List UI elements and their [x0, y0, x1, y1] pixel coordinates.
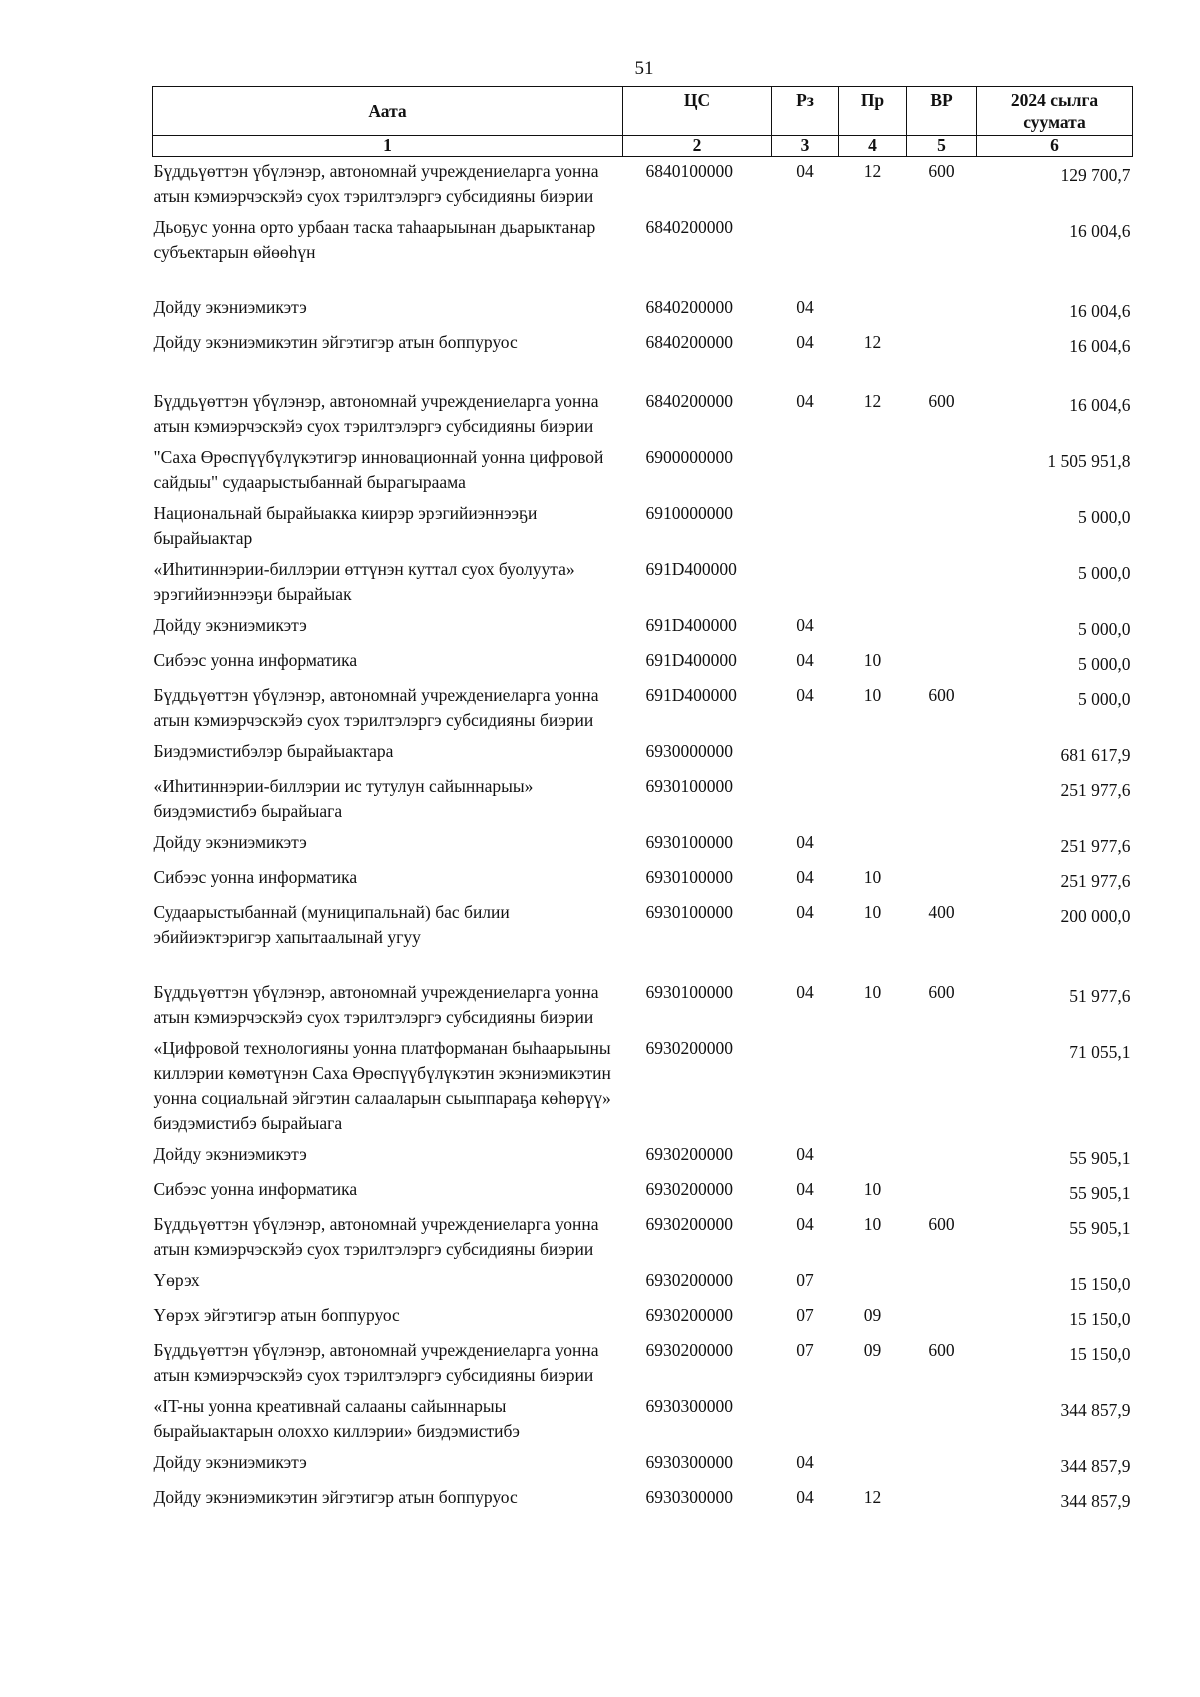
row-amount: 55 905,1 — [1069, 1183, 1131, 1203]
row-amount: 5 000,0 — [1078, 563, 1131, 583]
row-rz: 07 — [796, 1270, 814, 1290]
row-vr: 600 — [928, 1214, 955, 1234]
row-name: Дойду экэниэмикэтэ — [153, 297, 307, 317]
row-amount: 16 004,6 — [1069, 395, 1131, 415]
row-name: «Цифровой технологияны уонна платформанан быһаарыыны киллэрии көмөтүнэн Саха Өрөспүүбүлүкэтин экэниэмикэтин уонна социальнай эйгэтин салааларын сыыппараҕа көһөрүү» биэдэмистибэ бырайыага — [153, 1038, 611, 1133]
table-row — [153, 681, 1133, 737]
row-cs-code: 6840200000 — [645, 297, 733, 317]
row-cs-code: 691D400000 — [645, 685, 737, 705]
row-amount: 5 000,0 — [1078, 619, 1131, 639]
row-cs-code: 6900000000 — [645, 447, 733, 467]
row-name: Бүддьүөттэн үбүлэнэр, автономнай учреждениеларга уонна атын кэмиэрчэскэйэ суох тэрилтэлэргэ субсидияны биэрии — [153, 685, 599, 730]
row-cs-code: 6930200000 — [645, 1179, 733, 1199]
row-pr — [839, 1392, 907, 1448]
row-cs-code: 6930200000 — [645, 1270, 733, 1290]
row-cs-code: 6930100000 — [645, 832, 733, 852]
table-row — [153, 293, 1133, 328]
row-pr — [839, 611, 907, 646]
row-rz: 04 — [796, 332, 814, 352]
row-vr — [907, 1301, 977, 1336]
row-rz: 04 — [796, 1179, 814, 1199]
row-name: Үөрэх эйгэтигэр атын боппуруос — [153, 1305, 400, 1325]
row-rz — [772, 772, 839, 828]
row-vr — [907, 328, 977, 387]
row-name: Биэдэмистибэлэр бырайыактара — [153, 741, 394, 761]
row-pr — [839, 1034, 907, 1140]
row-rz: 04 — [796, 982, 814, 1002]
row-pr: 10 — [863, 982, 882, 1002]
row-vr — [907, 443, 977, 499]
row-vr: 400 — [928, 902, 955, 922]
row-amount: 251 977,6 — [1060, 836, 1131, 856]
row-amount: 681 617,9 — [1060, 745, 1131, 765]
row-amount: 344 857,9 — [1060, 1491, 1131, 1511]
table-row — [153, 737, 1133, 772]
row-cs-code: 691D400000 — [645, 650, 737, 670]
row-cs-code: 6840200000 — [645, 391, 733, 411]
table-row — [153, 213, 1133, 293]
row-amount: 15 150,0 — [1069, 1344, 1131, 1364]
row-pr: 09 — [863, 1340, 882, 1360]
header-pr: Пр — [839, 87, 907, 136]
row-rz: 07 — [796, 1340, 814, 1360]
row-amount: 71 055,1 — [1069, 1042, 1131, 1062]
row-name: Бүддьүөттэн үбүлэнэр, автономнай учреждениеларга уонна атын кэмиэрчэскэйэ суох тэрилтэлэргэ субсидияны биэрии — [153, 1214, 599, 1259]
row-amount: 5 000,0 — [1078, 689, 1131, 709]
table-row — [153, 1448, 1133, 1483]
row-name: Дойду экэниэмикэтин эйгэтигэр атын боппуруос — [153, 1487, 518, 1507]
row-pr — [839, 1140, 907, 1175]
row-vr: 600 — [928, 982, 955, 1002]
page-number: 51 — [634, 58, 654, 79]
row-pr — [839, 1448, 907, 1483]
row-vr — [907, 828, 977, 863]
row-vr: 600 — [928, 391, 955, 411]
row-name: Сибээс уонна информатика — [153, 1179, 358, 1199]
table-row — [153, 1140, 1133, 1175]
row-pr: 12 — [863, 161, 882, 181]
table-row — [153, 157, 1133, 214]
row-pr — [839, 499, 907, 555]
row-amount: 129 700,7 — [1060, 165, 1131, 185]
row-cs-code: 691D400000 — [645, 559, 737, 579]
row-rz: 04 — [796, 832, 814, 852]
row-vr — [907, 1483, 977, 1518]
table-row — [153, 555, 1133, 611]
row-name: Дойду экэниэмикэтэ — [153, 832, 307, 852]
row-name: Судаарыстыбаннай (муниципальнай) бас билии эбийиэктэригэр хапытаалынай угуу — [153, 902, 510, 947]
row-cs-code: 6930200000 — [645, 1340, 733, 1360]
table-row — [153, 772, 1133, 828]
column-number-3: 3 — [772, 136, 839, 157]
row-pr: 10 — [863, 685, 882, 705]
row-rz — [772, 1034, 839, 1140]
row-rz: 04 — [796, 685, 814, 705]
table-row — [153, 1301, 1133, 1336]
row-cs-code: 691D400000 — [645, 615, 737, 635]
row-rz — [772, 499, 839, 555]
row-pr: 12 — [863, 332, 882, 352]
row-pr — [839, 293, 907, 328]
row-name: Бүддьүөттэн үбүлэнэр, автономнай учреждениеларга уонна атын кэмиэрчэскэйэ суох тэрилтэлэргэ субсидияны биэрии — [153, 1340, 599, 1385]
table-row — [153, 828, 1133, 863]
row-cs-code: 6930200000 — [645, 1214, 733, 1234]
row-cs-code: 6930200000 — [645, 1305, 733, 1325]
table-row — [153, 499, 1133, 555]
row-rz — [772, 737, 839, 772]
row-rz: 04 — [796, 297, 814, 317]
row-rz: 04 — [796, 867, 814, 887]
row-pr — [839, 828, 907, 863]
row-amount: 16 004,6 — [1069, 336, 1131, 356]
table-row — [153, 898, 1133, 978]
row-name: Дойду экэниэмикэтэ — [153, 1144, 307, 1164]
row-amount: 200 000,0 — [1060, 906, 1131, 926]
row-rz: 04 — [796, 615, 814, 635]
row-amount: 1 505 951,8 — [1047, 451, 1131, 471]
row-vr — [907, 1175, 977, 1210]
row-rz — [772, 213, 839, 293]
row-amount: 5 000,0 — [1078, 507, 1131, 527]
row-vr — [907, 1392, 977, 1448]
row-amount: 344 857,9 — [1060, 1456, 1131, 1476]
row-vr — [907, 213, 977, 293]
table-row — [153, 1392, 1133, 1448]
table-row — [153, 1336, 1133, 1392]
row-rz: 04 — [796, 1214, 814, 1234]
row-vr — [907, 646, 977, 681]
row-amount: 15 150,0 — [1069, 1274, 1131, 1294]
table-row — [153, 1034, 1133, 1140]
row-rz — [772, 555, 839, 611]
row-name: Үөрэх — [153, 1270, 200, 1290]
row-amount: 251 977,6 — [1060, 780, 1131, 800]
row-amount: 55 905,1 — [1069, 1218, 1131, 1238]
row-rz: 04 — [796, 1487, 814, 1507]
column-number-2: 2 — [623, 136, 772, 157]
table-row — [153, 1210, 1133, 1266]
row-vr — [907, 555, 977, 611]
row-rz: 04 — [796, 1452, 814, 1472]
row-vr: 600 — [928, 1340, 955, 1360]
row-name: Дойду экэниэмикэтин эйгэтигэр атын боппуруос — [153, 332, 518, 352]
row-name: "Саха Өрөспүүбүлүкэтигэр инновационнай уонна цифровой сайдыы" судаарыстыбаннай бырагыраама — [153, 447, 604, 492]
row-name: Национальнай бырайыакка киирэр эрэгийиэннээҕи бырайыактар — [153, 503, 538, 548]
budget-table — [152, 86, 1133, 1518]
table-row — [153, 611, 1133, 646]
row-vr: 600 — [928, 685, 955, 705]
table-row — [153, 1266, 1133, 1301]
row-pr — [839, 213, 907, 293]
row-name: Дойду экэниэмикэтэ — [153, 1452, 307, 1472]
row-pr: 12 — [863, 391, 882, 411]
row-pr: 10 — [863, 867, 882, 887]
row-vr — [907, 1448, 977, 1483]
row-cs-code: 6930100000 — [645, 902, 733, 922]
row-amount: 55 905,1 — [1069, 1148, 1131, 1168]
table-row — [153, 328, 1133, 387]
row-cs-code: 6930100000 — [645, 867, 733, 887]
row-pr: 10 — [863, 1214, 882, 1234]
row-cs-code: 6930100000 — [645, 982, 733, 1002]
row-rz — [772, 443, 839, 499]
row-vr — [907, 1034, 977, 1140]
header-vr: ВР — [907, 87, 977, 136]
row-vr — [907, 737, 977, 772]
row-amount: 15 150,0 — [1069, 1309, 1131, 1329]
row-vr — [907, 1140, 977, 1175]
table-row — [153, 387, 1133, 443]
row-name: «Иһитиннэрии-биллэрии өттүнэн куттал суох буолуута» эрэгийиэннээҕи бырайыак — [153, 559, 575, 604]
row-pr — [839, 1266, 907, 1301]
row-name: Дьоҕус уонна орто урбаан таска таһаарыынан дьарыктанар субъектарын өйөөһүн — [153, 217, 596, 262]
table-row — [153, 1175, 1133, 1210]
row-pr: 12 — [863, 1487, 882, 1507]
column-number-4: 4 — [839, 136, 907, 157]
row-pr: 09 — [863, 1305, 882, 1325]
table-header — [153, 87, 1133, 157]
row-vr — [907, 499, 977, 555]
row-name: «Иһитиннэрии-биллэрии ис тутулун сайыннарыы» биэдэмистибэ бырайыага — [153, 776, 534, 821]
row-cs-code: 6930300000 — [645, 1396, 733, 1416]
table-row — [153, 978, 1133, 1034]
row-vr — [907, 772, 977, 828]
table-row — [153, 863, 1133, 898]
table-row — [153, 1483, 1133, 1518]
row-cs-code: 6910000000 — [645, 503, 733, 523]
row-pr — [839, 555, 907, 611]
row-vr: 600 — [928, 161, 955, 181]
row-vr — [907, 293, 977, 328]
row-pr: 10 — [863, 650, 882, 670]
table-row — [153, 646, 1133, 681]
row-amount: 16 004,6 — [1069, 301, 1131, 321]
row-cs-code: 6930200000 — [645, 1038, 733, 1058]
header-cs: ЦС — [623, 87, 772, 136]
row-amount: 51 977,6 — [1069, 986, 1131, 1006]
table-body — [153, 157, 1133, 1519]
header-rz: Рз — [772, 87, 839, 136]
row-pr: 10 — [863, 1179, 882, 1199]
table-row — [153, 443, 1133, 499]
row-name: Дойду экэниэмикэтэ — [153, 615, 307, 635]
header-amount: 2024 сылга суумата — [977, 87, 1133, 136]
row-rz — [772, 1392, 839, 1448]
row-amount: 251 977,6 — [1060, 871, 1131, 891]
row-name: Бүддьүөттэн үбүлэнэр, автономнай учреждениеларга уонна атын кэмиэрчэскэйэ суох тэрилтэлэргэ субсидияны биэрии — [153, 161, 599, 206]
row-name: Бүддьүөттэн үбүлэнэр, автономнай учреждениеларга уонна атын кэмиэрчэскэйэ суох тэрилтэлэргэ субсидияны биэрии — [153, 982, 599, 1027]
row-cs-code: 6840200000 — [645, 332, 733, 352]
row-amount: 16 004,6 — [1069, 221, 1131, 241]
row-amount: 344 857,9 — [1060, 1400, 1131, 1420]
row-cs-code: 6840100000 — [645, 161, 733, 181]
row-pr — [839, 443, 907, 499]
row-cs-code: 6930200000 — [645, 1144, 733, 1164]
row-pr: 10 — [863, 902, 882, 922]
column-number-6: 6 — [977, 136, 1133, 157]
column-number-5: 5 — [907, 136, 977, 157]
row-rz: 04 — [796, 161, 814, 181]
row-cs-code: 6930300000 — [645, 1452, 733, 1472]
row-rz: 07 — [796, 1305, 814, 1325]
row-name: Бүддьүөттэн үбүлэнэр, автономнай учреждениеларга уонна атын кэмиэрчэскэйэ суох тэрилтэлэргэ субсидияны биэрии — [153, 391, 599, 436]
row-rz: 04 — [796, 650, 814, 670]
row-name: «IT-ны уонна креативнай салааны сайыннарыы бырайыактарын олоххо киллэрии» биэдэмистибэ — [153, 1396, 520, 1441]
row-amount: 5 000,0 — [1078, 654, 1131, 674]
row-cs-code: 6840200000 — [645, 217, 733, 237]
row-rz: 04 — [796, 391, 814, 411]
row-name: Сибээс уонна информатика — [153, 867, 358, 887]
row-pr — [839, 772, 907, 828]
row-vr — [907, 611, 977, 646]
row-vr — [907, 863, 977, 898]
row-cs-code: 6930300000 — [645, 1487, 733, 1507]
row-name: Сибээс уонна информатика — [153, 650, 358, 670]
row-vr — [907, 1266, 977, 1301]
header-name: Аата — [153, 87, 623, 136]
row-rz: 04 — [796, 1144, 814, 1164]
column-number-1: 1 — [153, 136, 623, 157]
row-pr — [839, 737, 907, 772]
row-rz: 04 — [796, 902, 814, 922]
row-cs-code: 6930000000 — [645, 741, 733, 761]
row-cs-code: 6930100000 — [645, 776, 733, 796]
budget-table-container — [152, 86, 1132, 1518]
